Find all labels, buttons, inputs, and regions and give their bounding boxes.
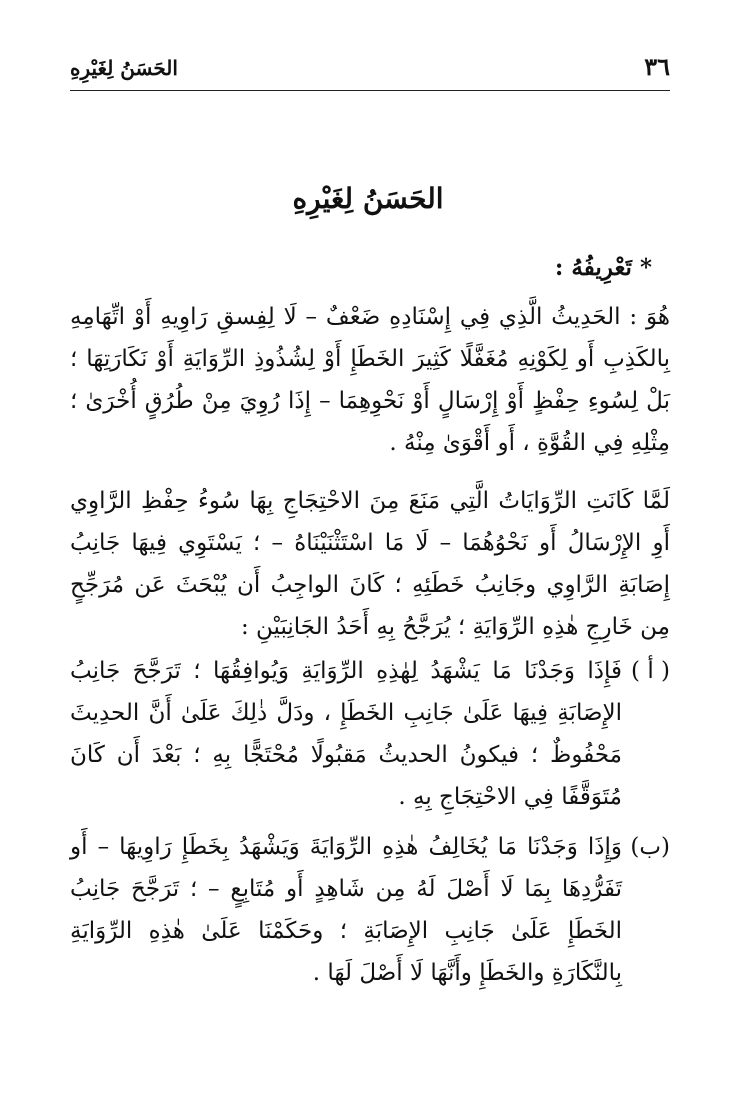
item-text-b: وَإِذَا وَجَدْنَا مَا يُخَالِفُ هٰذِهِ الرِّوَايَةَ وَيَشْهَدُ بِخَطَإِ رَاوِيهَا – أَو تَفَرُّدِهَا بِمَا لَا أَصْلَ لَهُ مِن شَاهِدٍ أَو مُتَابِعٍ – ؛ تَرَجَّحَ جَانِبُ الخَطَإِ عَلَىٰ جَانِبِ الإِصَابَةِ ؛ وحَكَمْنَا عَلَىٰ هٰذِهِ الرِّوَايَةِ بِالنَّكَارَةِ والخَطَإِ وأَنَّهَا لَا أَصْلَ لَهَا .	[70, 834, 622, 986]
running-title: الحَسَنُ لِغَيْرِهِ	[70, 56, 178, 80]
explanation-paragraph: لَمَّا كَانَتِ الرِّوَايَاتُ الَّتِي مَنَعَ مِنَ الاحْتِجَاجِ بِهَا سُوءُ حِفْظِ الرَّاوِي أَوِ الإِرْسَالُ أَو نَحْوُهُمَا – لَا مَا اسْتَثْنَيْنَاهُ – ؛ يَسْتَوِي فِيهَا جَانِبُ إِصَابَةِ الرَّاوِي وجَانِبُ خَطَئِهِ ؛ كَانَ الواجِبُ أَن يُبْحَثَ عَن مُرَجِّحٍ مِن خَارِجِ هٰذِهِ الرِّوَايَةِ ؛ يُرَجَّحُ بِهِ أَحَدُ الجَانِبَيْنِ :	[70, 488, 670, 640]
running-header	[70, 52, 670, 88]
item-marker-b: (ب)	[630, 834, 670, 860]
page-number: ٣٦	[644, 52, 670, 81]
definition-paragraph: هُوَ : الحَدِيثُ الَّذِي فِي إِسْنَادِهِ ضَعْفٌ – لَا لِفِسقِ رَاوِيهِ أَوْ اتِّهَامِهِ بِالكَذِبِ أَو لِكَوْنِهِ مُغَفَّلًا كَثِيرَ الخَطَإِ أَوْ لِشُذُوذِ الرِّوَايَةِ أَوْ نَكَارَتِهَا ؛ بَلْ لِسُوءِ حِفْظٍ أَوْ إِرْسَالٍ أَوْ نَحْوِهِمَا – إِذَا رُوِيَ مِنْ طُرُقٍ أُخْرَىٰ ؛ مِثْلِهِ فِي القُوَّةِ ، أَو أَقْوَىٰ مِنْهُ .	[70, 304, 670, 456]
item-marker-a: ( أ )	[631, 658, 670, 684]
item-text-a: فَإِذَا وَجَدْنَا مَا يَشْهَدُ لِهٰذِهِ الرِّوَايَةِ وَيُوافِقُهَا ؛ تَرَجَّحَ جَانِبُ الإِصَابَةِ فِيهَا عَلَىٰ جَانِبِ الخَطَإِ ، ودَلَّ ذٰلِكَ عَلَىٰ أَنَّ الحدِيثَ مَحْفُوظٌ ؛ فيكونُ الحديثُ مَقبُولًا مُحْتَجًّا بِهِ ؛ بَعْدَ أَن كَانَ مُتَوَقَّفًا فِي الاحْتِجَاجِ بِهِ .	[70, 658, 622, 810]
definition-subheading: * تَعْرِيفُهُ :	[554, 254, 652, 281]
list-item-a	[70, 650, 670, 818]
header-divider	[70, 90, 670, 91]
section-title: الحَسَنُ لِغَيْرِهِ	[292, 182, 444, 215]
list-item-b	[70, 826, 670, 994]
